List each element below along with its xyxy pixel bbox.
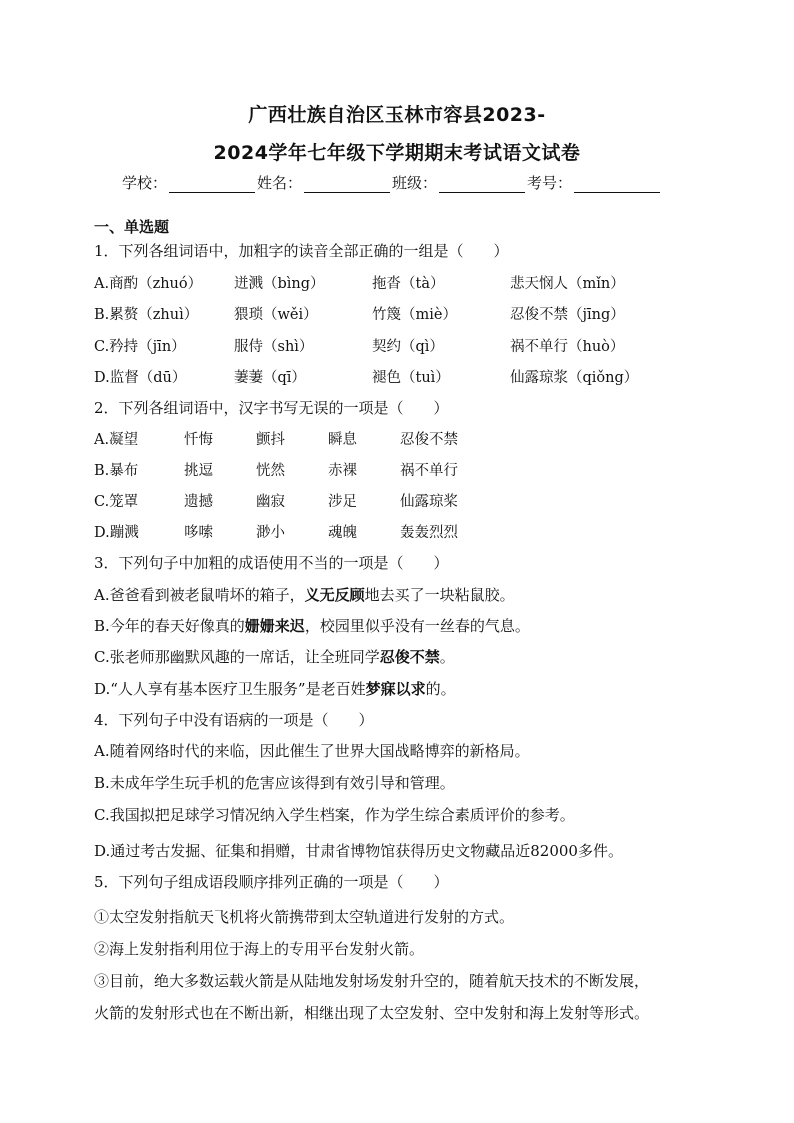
q1-stem: 1．下列各组词语中，加粗字的读音全部正确的一组是（ ）: [94, 242, 509, 260]
q3-option-text: C.张老师那幽默风趣的一席话，让全班同学: [94, 648, 380, 666]
q3-option-b: [94, 615, 530, 636]
q2-cell: 忍俊不禁: [400, 432, 458, 448]
q2-cell: 恍然: [256, 463, 285, 479]
id-label: 考号：: [527, 174, 573, 192]
q2-cell: 挑逗: [184, 463, 213, 479]
q2-cell: 瞬息: [328, 432, 357, 448]
q4-option-c: C.我国拟把足球学习情况纳入学生档案，作为学生综合素质评价的参考。: [94, 806, 575, 824]
q2-cell: 仙露琼桨: [400, 494, 458, 510]
q3-option-a: [94, 584, 515, 605]
q2-cell: 幽寂: [256, 494, 285, 510]
q4-option-b: B.未成年学生玩手机的危害应该得到有效引导和管理。: [94, 774, 455, 792]
q2-cell: A.凝望: [94, 432, 139, 448]
id-blank[interactable]: [574, 177, 660, 193]
q3-option-text: 地去买了一块粘鼠胶。: [364, 586, 515, 604]
q3-option-c: [94, 646, 455, 667]
q2-cell: B.暴布: [94, 463, 139, 479]
q5-sentence-3: ③目前，绝大多数运载火箭是从陆地发射场发射升空的，随着航天技术的不断发展，: [94, 972, 650, 990]
q5-sentence-3-cont: 火箭的发射形式也在不断出新，相继出现了太空发射、空中发射和海上发射等形式。: [94, 1004, 650, 1022]
q3-option-text: D.“人人享有基本医疗卫生服务”是老百姓: [94, 680, 366, 698]
q2-cell: 渺小: [256, 525, 285, 541]
exam-title-line2: 2024学年七年级下学期期末考试语文试卷: [213, 142, 581, 164]
class-blank[interactable]: [439, 177, 525, 193]
q3-option-text: A.爸爸看到被老鼠啃坏的箱子，: [94, 586, 305, 604]
q2-cell: 赤裸: [328, 463, 357, 479]
q1-cell: D.监督（dū）: [94, 370, 187, 386]
q2-cell: 涉足: [328, 494, 357, 510]
q2-cell: 轰轰烈烈: [400, 525, 458, 541]
student-info-row: [122, 172, 662, 193]
q1-cell: 迸溅（bìng）: [234, 276, 325, 292]
q1-cell: 萋萋（qī）: [234, 370, 306, 386]
q3-option-text: ，校园里似乎没有一丝春的气息。: [304, 617, 530, 635]
q3-bold-idiom: 梦寐以求: [365, 680, 426, 698]
q3-option-text: B.今年的春天好像真的: [94, 617, 245, 635]
q3-bold-idiom: 义无反顾: [304, 586, 365, 604]
q4-option-a: A.随着网络时代的来临，因此催生了世界大国战略博弈的新格局。: [94, 742, 530, 760]
q3-option-d: [94, 678, 456, 699]
q1-cell: C.矜持（jīn）: [94, 339, 186, 355]
name-blank[interactable]: [304, 177, 390, 193]
q1-cell: 悲天悯人（mǐn）: [510, 276, 625, 292]
q5-sentence-2: ②海上发射指利用位于海上的专用平台发射火箭。: [94, 940, 425, 958]
q3-stem: 3．下列句子中加粗的成语使用不当的一项是（ ）: [94, 554, 449, 572]
q2-cell: 祸不单行: [400, 463, 458, 479]
q1-cell: 猥琐（wěi）: [234, 307, 318, 323]
q1-cell: 竹篾（miè）: [372, 307, 457, 323]
q2-cell: 遗撼: [184, 494, 213, 510]
school-label: 学校：: [122, 174, 168, 192]
q3-option-text: 的。: [425, 680, 456, 698]
name-label: 姓名：: [257, 174, 303, 192]
q1-cell: B.累赘（zhuì）: [94, 307, 199, 323]
q1-cell: 服侍（shì）: [234, 339, 314, 355]
q2-cell: 忏悔: [184, 432, 213, 448]
q2-cell: D.蹦溅: [94, 525, 139, 541]
q5-sentence-1: ①太空发射指航天飞机将火箭携带到太空轨道进行发射的方式。: [94, 908, 515, 926]
q1-cell: 仙露琼浆（qiǒng）: [510, 370, 639, 386]
q1-cell: 褪色（tuì）: [372, 370, 450, 386]
q1-cell: 拖沓（tà）: [372, 276, 445, 292]
school-blank[interactable]: [169, 177, 255, 193]
q2-cell: 哆嗦: [184, 525, 213, 541]
q3-bold-idiom: 姗姗来迟: [244, 617, 305, 635]
exam-title-line1: 广西壮族自治区玉林市容县2023-: [248, 104, 546, 126]
q2-cell: C.笼罩: [94, 494, 139, 510]
q5-stem: 5．下列句子组成语段顺序排列正确的一项是（ ）: [94, 873, 449, 891]
q1-cell: 忍俊不禁（jīng）: [510, 307, 625, 323]
class-label: 班级：: [392, 174, 438, 192]
q4-option-d: D.通过考古发掘、征集和捐赠，甘肃省博物馆获得历史文物藏品近82000多件。: [94, 842, 623, 860]
section-title: 一、单选题: [94, 218, 170, 236]
q1-cell: 契约（qì）: [372, 339, 444, 355]
q3-bold-idiom: 忍俊不禁: [379, 648, 440, 666]
q2-cell: 魂魄: [328, 525, 357, 541]
q2-stem: 2．下列各组词语中，汉字书写无误的一项是（ ）: [94, 399, 449, 417]
q1-cell: A.商酌（zhuó）: [94, 276, 203, 292]
q4-stem: 4．下列句子中没有语病的一项是（ ）: [94, 711, 374, 729]
q2-cell: 颤抖: [256, 432, 285, 448]
q3-option-text: 。: [439, 648, 455, 666]
q1-cell: 祸不单行（huò）: [510, 339, 625, 355]
